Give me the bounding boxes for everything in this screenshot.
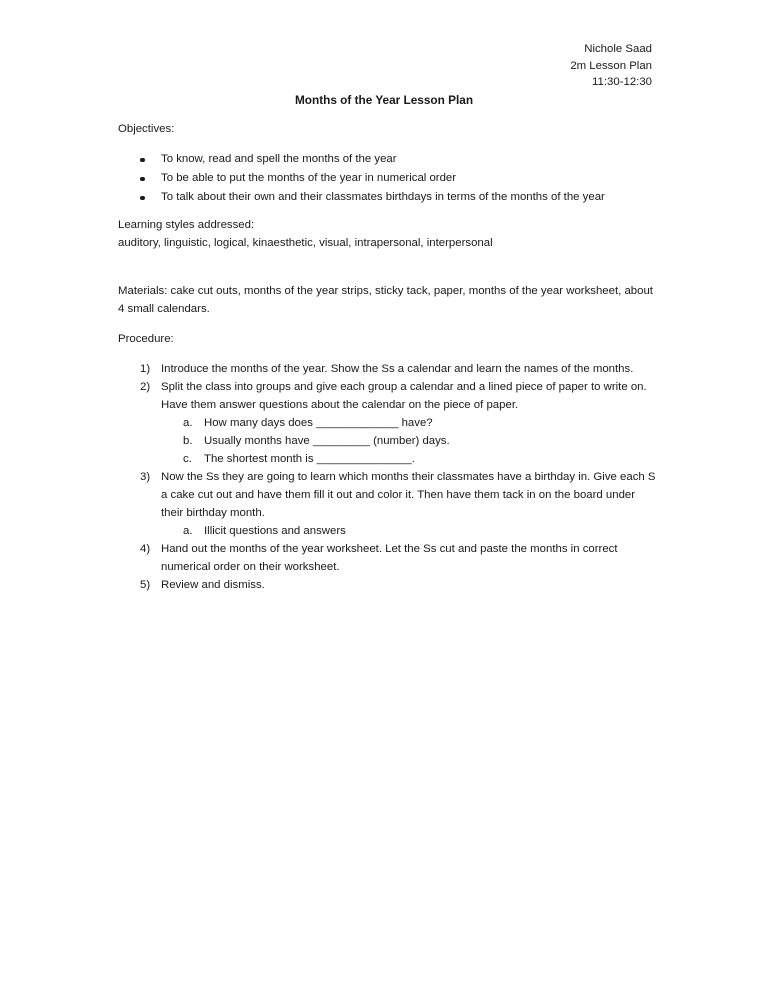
step-text: Introduce the months of the year. Show the Ss a calendar and learn the names of the months.: [161, 363, 634, 375]
sub-item-letter: c.: [183, 453, 192, 465]
procedure-list: [118, 360, 658, 594]
list-item: To be able to put the months of the year in numerical order: [118, 169, 658, 188]
procedure-step: [118, 468, 658, 540]
step-text: Now the Ss they are going to learn which months their classmates have a birthday in. Give each S a cake cut out and have them fill it out and color it. Then have them tack in on the board under their birthday month.: [161, 471, 656, 519]
list-item: To talk about their own and their classmates birthdays in terms of the months of the year: [118, 188, 658, 207]
sub-item-text: How many days does _____________ have?: [204, 417, 433, 429]
document-title: Months of the Year Lesson Plan: [294, 93, 474, 107]
learning-styles-section: [118, 216, 658, 252]
step-number: 3): [140, 471, 151, 483]
procedure-step: [118, 378, 658, 468]
sub-list: [161, 522, 658, 540]
bullet-icon: [140, 177, 145, 182]
class-label: 2m Lesson Plan: [570, 59, 652, 72]
sub-item-letter: a.: [183, 417, 193, 429]
sub-item-letter: a.: [183, 525, 193, 537]
bullet-icon: [140, 196, 145, 201]
step-number: 2): [140, 381, 151, 393]
bullet-icon: [140, 158, 145, 163]
sub-item-text: Usually months have _________ (number) days.: [204, 435, 450, 447]
step-number: 1): [140, 363, 151, 375]
sub-item: [161, 522, 658, 540]
objectives-list: [118, 150, 658, 207]
list-item: To know, read and spell the months of the year: [118, 150, 658, 169]
objectives-label: Objectives:: [118, 123, 175, 135]
procedure-step: [118, 360, 658, 378]
sub-item: [161, 450, 658, 468]
procedure-label: Procedure:: [118, 333, 174, 345]
step-text: Hand out the months of the year worksheet. Let the Ss cut and paste the months in correct numerical order on their worksheet.: [161, 543, 618, 573]
materials-text: Materials: cake cut outs, months of the year strips, sticky tack, paper, months of the year worksheet, about 4 small calendars.: [118, 285, 653, 315]
step-number: 4): [140, 543, 151, 555]
procedure-step: [118, 540, 658, 576]
sub-item: [161, 414, 658, 432]
document-header: [570, 41, 652, 91]
sub-item-letter: b.: [183, 435, 193, 447]
sub-item: [161, 432, 658, 450]
learning-styles-text: auditory, linguistic, logical, kinaesthetic, visual, intrapersonal, interpersonal: [118, 237, 493, 249]
procedure-step: [118, 576, 658, 594]
class-time: 11:30-12:30: [592, 76, 652, 88]
step-text: Split the class into groups and give each group a calendar and a lined piece of paper to write on. Have them answer questions about the calendar on the piece of paper.: [161, 381, 647, 411]
author-name: Nichole Saad: [584, 43, 652, 55]
step-text: Review and dismiss.: [161, 579, 265, 591]
learning-styles-label: Learning styles addressed:: [118, 219, 255, 231]
sub-item-text: The shortest month is _______________.: [204, 453, 415, 465]
sub-item-text: Illicit questions and answers: [204, 525, 346, 537]
document-body: [118, 120, 658, 594]
step-number: 5): [140, 579, 151, 591]
sub-list: [161, 414, 658, 468]
